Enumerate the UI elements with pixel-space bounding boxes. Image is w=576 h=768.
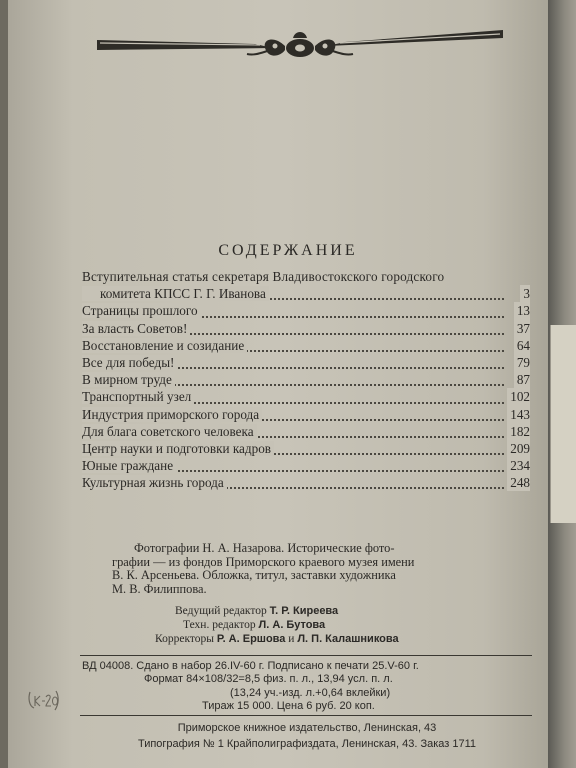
imprint-line: (13,24 уч.-изд. л.+0,64 вклейки) bbox=[230, 686, 391, 699]
headpiece-ornament-icon bbox=[95, 22, 505, 62]
toc-page-number: 37 bbox=[514, 320, 530, 337]
divider bbox=[80, 715, 532, 716]
toc-page-number: 234 bbox=[507, 457, 530, 474]
toc-entry bbox=[82, 337, 530, 354]
imprint-line: ВД 04008. Сдано в набор 26.IV-60 г. Подписано к печати 25.V-60 г. bbox=[82, 660, 419, 672]
credits-line: графии — из фондов Приморского краевого музея имени bbox=[112, 554, 415, 569]
toc-entry bbox=[82, 457, 530, 474]
editor-name: Р. А. Ершова bbox=[216, 633, 286, 646]
toc-page-number: 102 bbox=[507, 388, 530, 405]
toc-entry-line: Вступительная статья секретаря Владивостокского городского bbox=[82, 269, 445, 284]
handwritten-mark-icon bbox=[26, 686, 60, 712]
paper-tab bbox=[550, 325, 576, 523]
toc-entry-label: Восстановление и созидание bbox=[82, 338, 247, 353]
toc-entry bbox=[82, 440, 530, 457]
toc-page-number: 209 bbox=[507, 440, 530, 457]
toc-page-number: 3 bbox=[520, 285, 530, 302]
toc-entry bbox=[82, 320, 530, 337]
toc-entry-label: Все для победы! bbox=[82, 355, 177, 370]
toc-entry-label: Индустрия приморского города bbox=[82, 407, 262, 422]
toc-entry-label: Для блага советского человека bbox=[82, 424, 257, 439]
credits-line: В. К. Арсеньева. Обложка, титул, заставки художника bbox=[112, 568, 396, 583]
toc-entry-label: Культурная жизнь города bbox=[82, 475, 227, 490]
toc-entry bbox=[82, 388, 530, 405]
toc-page-number: 79 bbox=[514, 354, 530, 371]
toc-entry-label: Центр науки и подготовки кадров bbox=[82, 441, 274, 456]
toc-page-number: 87 bbox=[514, 371, 530, 388]
editor-role: Техн. редактор bbox=[183, 619, 256, 632]
photo-credits bbox=[112, 542, 482, 596]
toc-page-number: 13 bbox=[514, 302, 530, 319]
editor-role: Ведущий редактор bbox=[175, 605, 267, 617]
table-of-contents bbox=[82, 268, 530, 491]
toc-entry-label: Юные граждане bbox=[82, 458, 176, 473]
toc-entry-label: комитета КПСС Г. Г. Иванова bbox=[82, 286, 269, 301]
toc-entry-label: Страницы прошлого bbox=[82, 303, 201, 318]
toc-page-number: 64 bbox=[514, 337, 530, 354]
toc-entry bbox=[82, 302, 530, 319]
editors-block bbox=[155, 604, 399, 647]
publisher-line: Приморское книжное издательство, Ленинская, 43 bbox=[177, 722, 437, 734]
editor-name: Л. П. Калашникова bbox=[297, 633, 399, 646]
toc-entry-label: За власть Советов! bbox=[82, 321, 190, 336]
publisher-block bbox=[82, 720, 532, 752]
toc-entry-label: В мирном труде bbox=[82, 372, 175, 387]
toc-entry bbox=[82, 423, 530, 440]
divider bbox=[80, 655, 532, 656]
toc-entry bbox=[82, 354, 530, 371]
credits-line: М. В. Филиппова. bbox=[112, 581, 207, 596]
credits-line: Фотографии Н. А. Назарова. Исторические фото- bbox=[134, 541, 395, 555]
toc-title: СОДЕРЖАНИЕ bbox=[218, 242, 358, 259]
editor-name: Л. А. Бутова bbox=[258, 619, 326, 632]
editor-name: Т. Р. Киреева bbox=[269, 605, 339, 617]
toc-page-number: 143 bbox=[507, 406, 530, 423]
imprint-line: Тираж 15 000. Цена 6 руб. 20 коп. bbox=[202, 699, 375, 712]
toc-entry bbox=[82, 285, 530, 302]
toc-entry bbox=[82, 474, 530, 491]
editor-conjunction: и bbox=[288, 633, 295, 646]
printer-line: Типография № 1 Крайполиграфиздата, Ленинская, 43. Заказ 1711 bbox=[137, 738, 477, 750]
imprint-block bbox=[82, 660, 532, 713]
toc-page-number: 248 bbox=[507, 474, 530, 491]
editor-role: Корректоры bbox=[155, 633, 214, 646]
toc-entry bbox=[82, 406, 530, 423]
toc-entry-label: Транспортный узел bbox=[82, 389, 194, 404]
toc-page-number: 182 bbox=[507, 423, 530, 440]
imprint-line: Формат 84×108/32=8,5 физ. п. л., 13,94 усл. п. л. bbox=[144, 673, 393, 686]
toc-entry bbox=[82, 371, 530, 388]
